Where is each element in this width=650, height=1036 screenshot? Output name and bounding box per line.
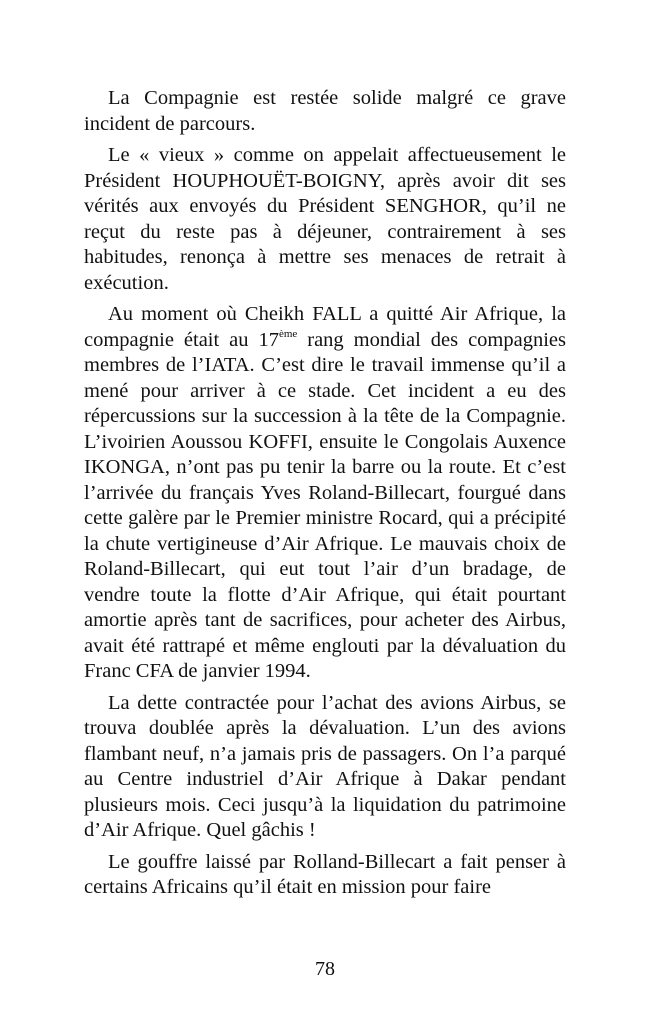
page-number: 78: [315, 958, 335, 980]
ordinal-superscript: ème: [278, 327, 298, 340]
paragraph-4: La dette contractée pour l’achat des avions Airbus, se trouva doublée après la dévaluation. L’un des avions flambant neuf, n’a jamais pris de passagers. On l’a parqué au Centre industriel d’Air Afrique à Dakar pendant plusieurs mois. Ceci jusqu’à la liquidation du patrimoine d’Air Afrique. Quel gâchis !: [84, 691, 566, 841]
paragraph-3: [84, 302, 566, 685]
paragraph-1: La Compagnie est restée solide malgré ce grave incident de parcours.: [84, 87, 566, 135]
page-body: [84, 86, 566, 907]
paragraph-3-text-end: rang mondial des compagnies membres de l’IATA. C’est dire le travail immense qu’il a mené pour arriver à ce stade. Cet incident a eu des répercussions sur la succession à la tête de la Compagnie. L’ivoirien Aoussou KOFFI, ensuite le Congolais Auxence IKONGA, n’ont pas pu tenir la barre ou la route. Et c’est l’arrivée du français Yves Roland-Billecart, fourgué dans cette galère par le Premier ministre Rocard, qui a précipité la chute vertigineuse d’Air Afrique. Le mauvais choix de Roland-Billecart, qui eut tout l’air d’un bradage, de vendre toute la flotte d’Air Afrique, qui était pourtant amortie après tant de sacrifices, pour acheter des Airbus, avait été rattrapé et même englouti par la dévaluation du Franc CFA de janvier 1994.: [84, 328, 566, 682]
paragraph-5: Le gouffre laissé par Rolland-Billecart a fait penser à certains Africains qu’il était en mission pour faire: [84, 850, 566, 898]
paragraph-3-text-start: Au moment où Cheikh FALL a quitté Air Afrique, la compagnie était au 17: [84, 303, 566, 351]
paragraph-2: Le « vieux » comme on appelait affectueusement le Président HOUPHOUËT-BOIGNY, après avoir dit ses vérités aux envoyés du Président SENGHOR, qu’il ne reçut du reste pas à déjeuner, contrairement à ses habitudes, renonça à mettre ses menaces de retrait à exécution.: [84, 144, 566, 294]
